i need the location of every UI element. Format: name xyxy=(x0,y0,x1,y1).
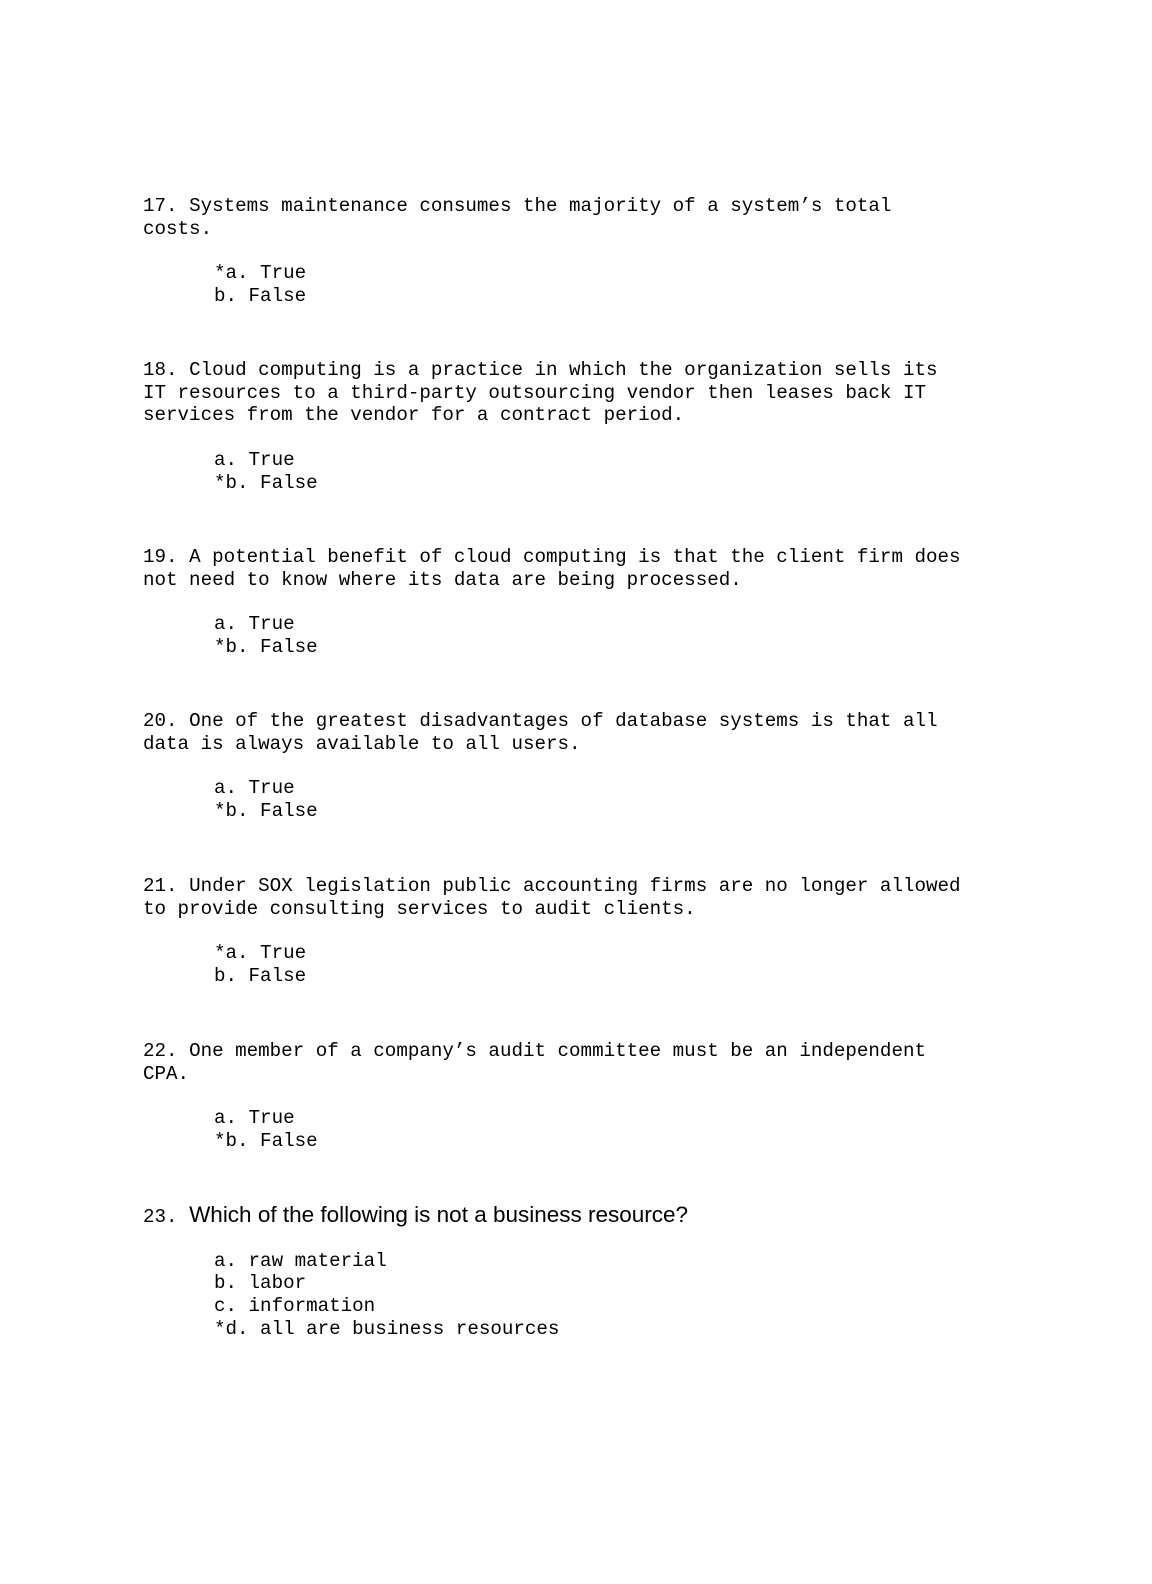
stem-line: Cloud computing is a practice in which the organization sells its xyxy=(189,359,938,381)
question-23-stem xyxy=(143,1204,1023,1229)
stem-line: One of the greatest disadvantages of database systems is that all xyxy=(189,710,938,732)
question-number: 23. xyxy=(143,1206,178,1228)
answer-option: *a. True xyxy=(214,262,307,285)
question-23 xyxy=(143,1204,1023,1341)
question-21-stem xyxy=(143,875,1023,920)
answer-options xyxy=(214,262,1023,307)
answer-option: b. labor xyxy=(214,1272,307,1295)
question-18-stem xyxy=(143,359,1023,427)
stem-line: Systems maintenance consumes the majority of a system’s total xyxy=(189,195,892,217)
question-20-stem xyxy=(143,710,1023,755)
question-number: 22. xyxy=(143,1040,178,1062)
answer-options xyxy=(214,1250,1023,1341)
question-19-stem xyxy=(143,546,1023,591)
answer-options xyxy=(214,942,1023,987)
stem-line: costs. xyxy=(143,217,213,240)
question-19 xyxy=(143,546,1023,659)
stem-line: services from the vendor for a contract period. xyxy=(143,404,685,427)
stem-line: IT resources to a third-party outsourcing vendor then leases back IT xyxy=(143,381,926,404)
question-21 xyxy=(143,875,1023,988)
answer-option: a. True xyxy=(214,449,295,472)
answer-option: *b. False xyxy=(214,471,318,494)
stem-line: CPA. xyxy=(143,1062,190,1085)
answer-option: a. True xyxy=(214,1107,295,1130)
answer-option: a. True xyxy=(214,613,295,636)
stem-line: One member of a company’s audit committee must be an independent xyxy=(189,1040,926,1062)
question-number: 19. xyxy=(143,546,178,568)
answer-option: *a. True xyxy=(214,942,307,965)
stem-line: Under SOX legislation public accounting firms are no longer allowed xyxy=(189,875,961,897)
question-18 xyxy=(143,359,1023,495)
stem-line: to provide consulting services to audit clients. xyxy=(143,897,696,920)
answer-option: *b. False xyxy=(214,800,318,823)
answer-option: b. False xyxy=(214,965,307,988)
answer-options xyxy=(214,1107,1023,1152)
stem-line: Which of the following is not a business resource? xyxy=(189,1202,689,1227)
question-17 xyxy=(143,195,1023,308)
answer-option: a. raw material xyxy=(214,1249,387,1272)
answer-option: c. information xyxy=(214,1295,376,1318)
question-number: 18. xyxy=(143,359,178,381)
answer-option: *b. False xyxy=(214,636,318,659)
answer-option: b. False xyxy=(214,285,307,308)
question-22-stem xyxy=(143,1040,1023,1085)
stem-line: not need to know where its data are being processed. xyxy=(143,568,742,591)
answer-option: a. True xyxy=(214,777,295,800)
answer-option: *b. False xyxy=(214,1130,318,1153)
question-number: 21. xyxy=(143,875,178,897)
question-number: 20. xyxy=(143,710,178,732)
question-number: 17. xyxy=(143,195,178,217)
stem-line: data is always available to all users. xyxy=(143,732,581,755)
question-17-stem xyxy=(143,195,1023,240)
answer-options xyxy=(214,777,1023,822)
answer-option: *d. all are business resources xyxy=(214,1317,560,1340)
stem-line: A potential benefit of cloud computing is that the client firm does xyxy=(189,546,961,568)
answer-options xyxy=(214,449,1023,494)
question-22 xyxy=(143,1040,1023,1153)
question-20 xyxy=(143,710,1023,823)
answer-options xyxy=(214,613,1023,658)
